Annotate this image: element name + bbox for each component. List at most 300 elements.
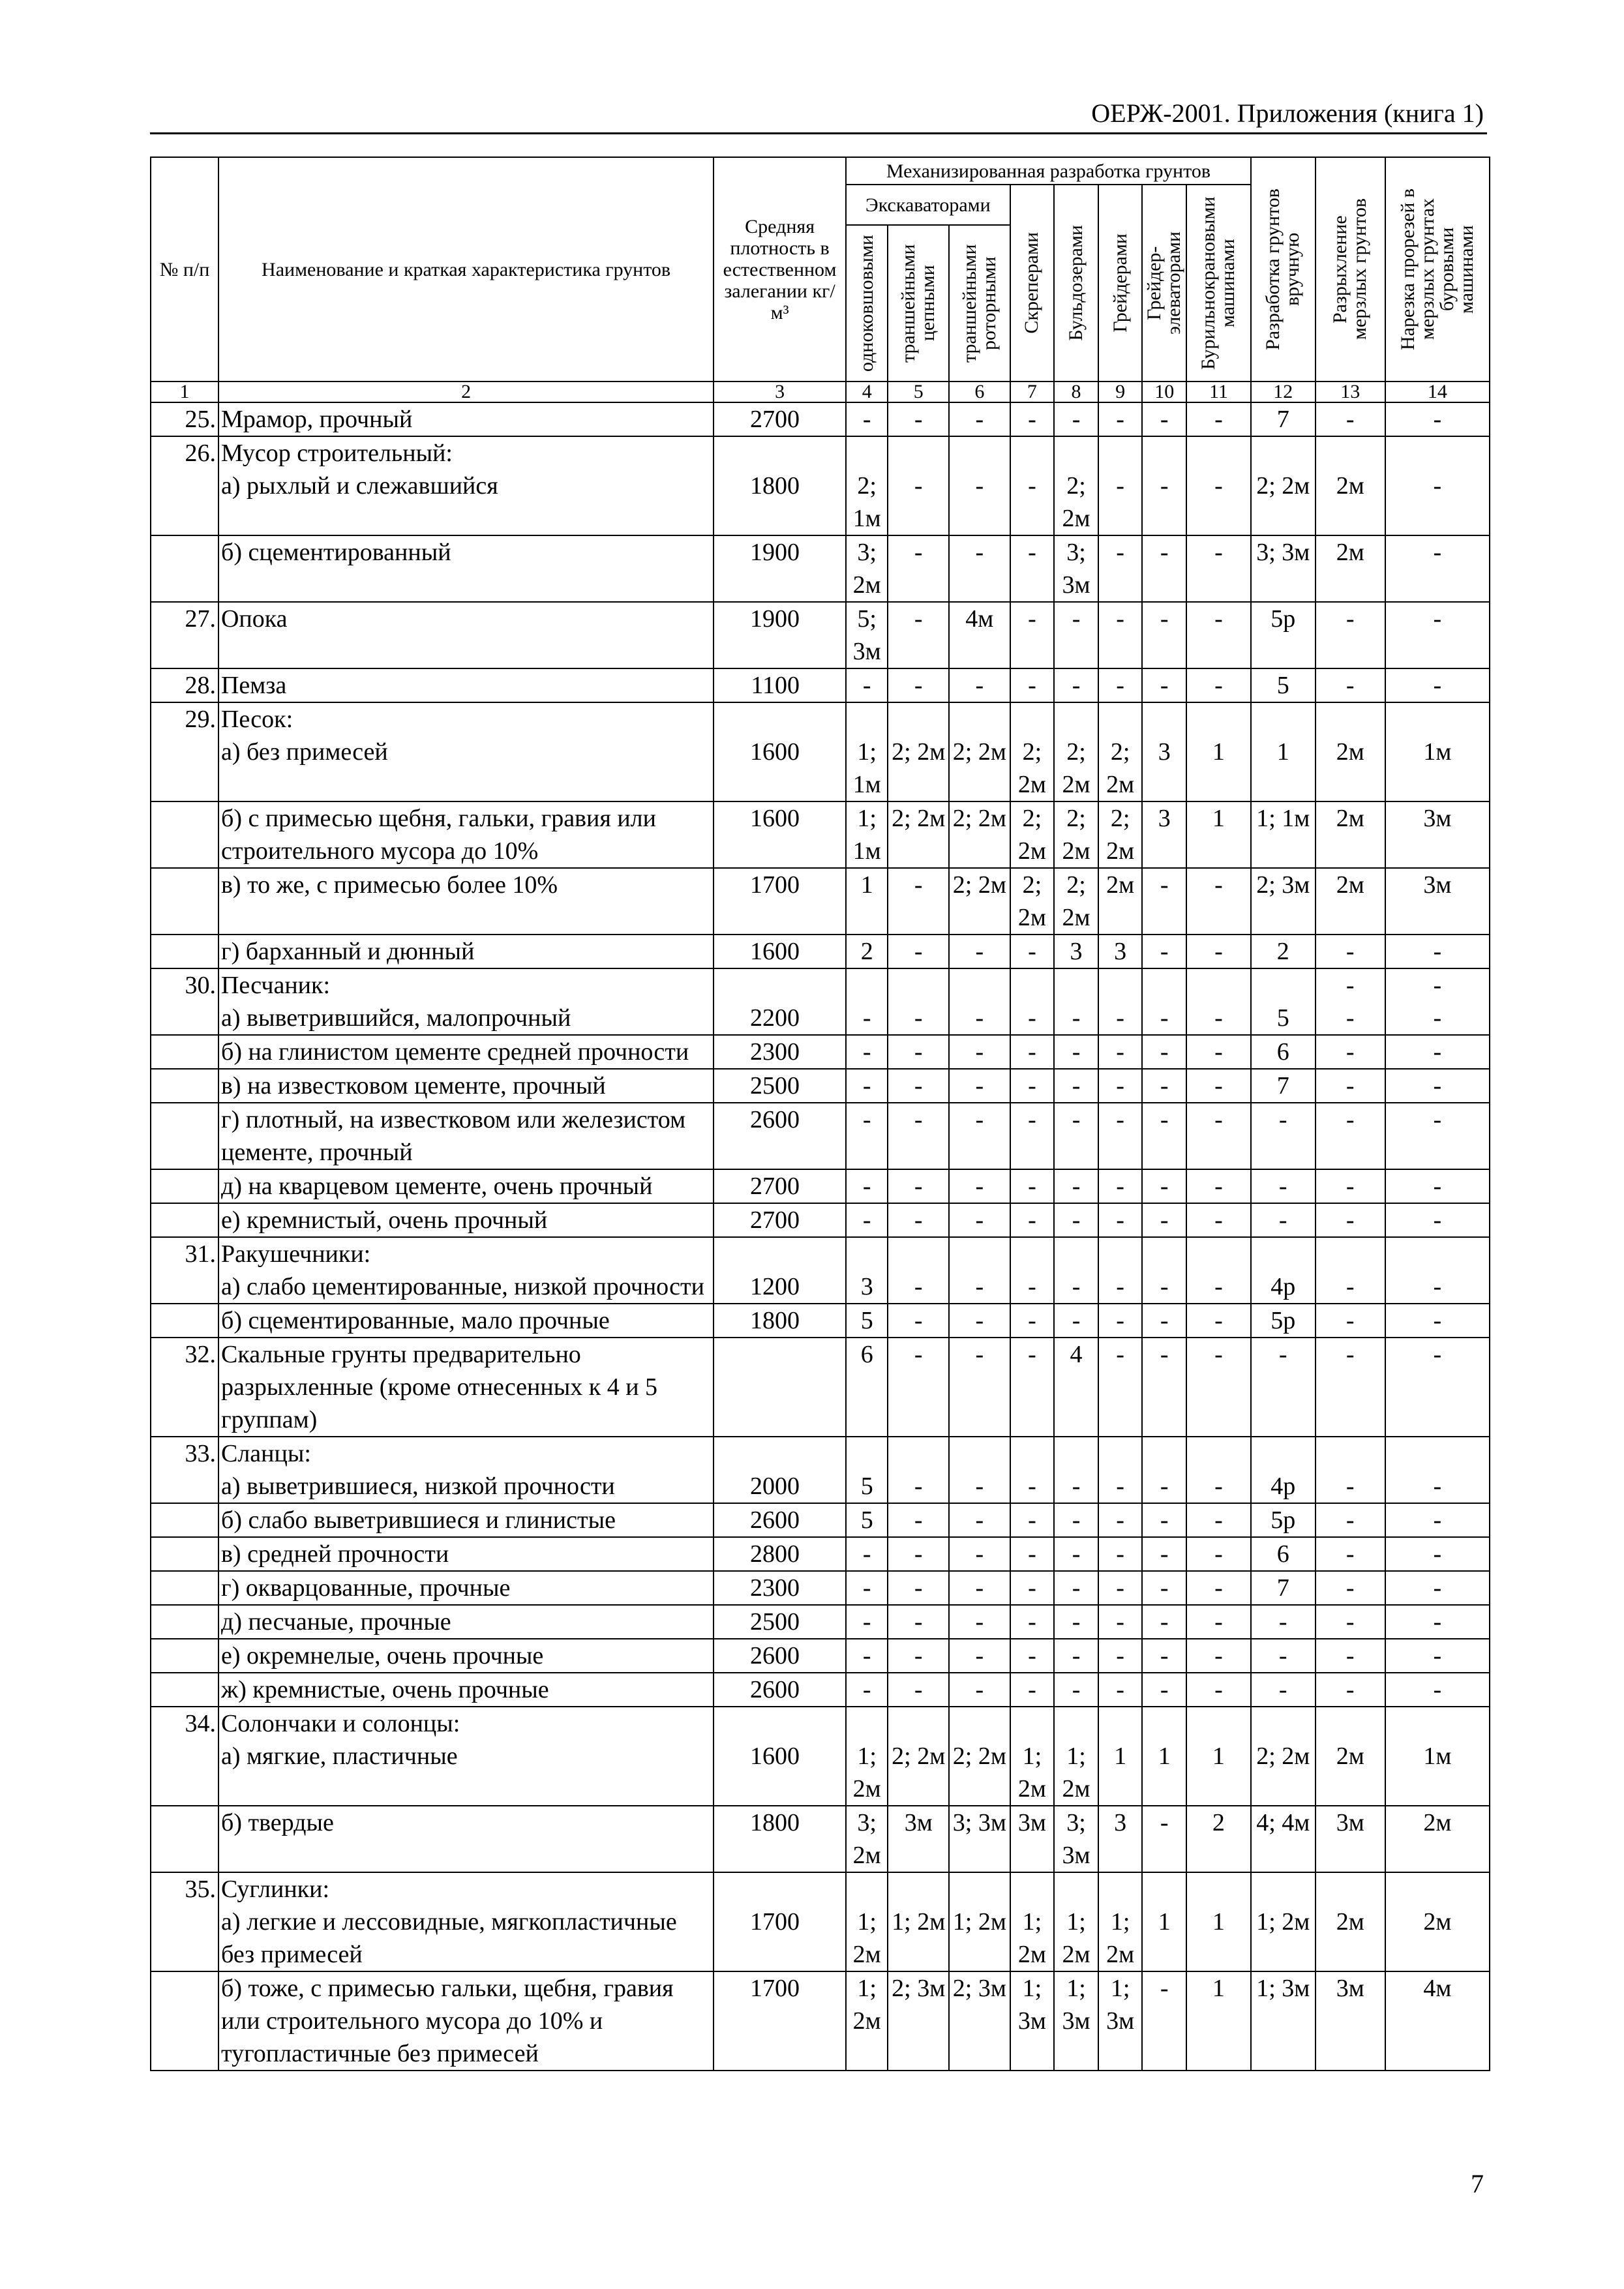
- group-value: -: [1186, 1304, 1251, 1338]
- header-rule: [150, 132, 1487, 134]
- group-value: -: [1316, 1605, 1385, 1639]
- group-value: [949, 702, 1010, 736]
- group-value: -: [846, 1035, 888, 1069]
- soil-name: б) сцементированный: [218, 535, 714, 602]
- soil-density: 1900: [714, 602, 846, 668]
- soil-name: г) окварцованные, прочные: [218, 1571, 714, 1605]
- group-value: -: [1385, 1203, 1490, 1237]
- group-value: -: [888, 1169, 949, 1203]
- group-value: -: [888, 535, 949, 602]
- group-value: -: [1010, 935, 1055, 968]
- group-value: [949, 1237, 1010, 1270]
- group-value: [949, 968, 1010, 1002]
- soil-name: г) барханный и дюнный: [218, 935, 714, 968]
- table-row: [151, 801, 1490, 868]
- group-value: -: [888, 1002, 949, 1035]
- group-value: -: [1010, 1203, 1055, 1237]
- group-value: [846, 968, 888, 1002]
- row-number: [151, 736, 218, 801]
- soil-name: г) плотный, на известковом или железистом цементе, прочный: [218, 1103, 714, 1169]
- soil-density: 1700: [714, 1971, 846, 2071]
- head-col-9: Грейдерами: [1098, 185, 1143, 382]
- group-value: -: [949, 935, 1010, 968]
- table-row: [151, 1906, 1490, 1971]
- soil-density: [714, 702, 846, 736]
- group-value: -: [1054, 1304, 1098, 1338]
- soil-density: 1800: [714, 1806, 846, 1872]
- group-value: [1010, 436, 1055, 470]
- row-number: 27.: [151, 602, 218, 668]
- group-value: -: [1316, 1169, 1385, 1203]
- group-value: -: [1186, 1605, 1251, 1639]
- table-row: [151, 1103, 1490, 1169]
- group-value: 5: [1251, 668, 1316, 702]
- group-value: -: [949, 470, 1010, 535]
- group-value: 1м: [1385, 736, 1490, 801]
- row-number: [151, 1806, 218, 1872]
- group-value: -: [1054, 1035, 1098, 1069]
- group-value: -: [846, 1203, 888, 1237]
- soil-density: 1100: [714, 668, 846, 702]
- group-value: 2; 2м: [888, 1740, 949, 1806]
- group-value: -: [1010, 1571, 1055, 1605]
- group-value: 2; 2м: [1251, 470, 1316, 535]
- row-number: 35.: [151, 1872, 218, 1906]
- group-value: -: [1098, 668, 1143, 702]
- group-value: -: [1054, 1203, 1098, 1237]
- soil-name: б) твердые: [218, 1806, 714, 1872]
- group-value: 3м: [1010, 1806, 1055, 1872]
- group-value: -: [1385, 602, 1490, 668]
- soil-density: 2600: [714, 1103, 846, 1169]
- group-value: -: [1316, 1035, 1385, 1069]
- group-value: 3: [1098, 935, 1143, 968]
- column-number-row: [151, 382, 1490, 402]
- group-value: -: [1098, 1069, 1143, 1103]
- group-value: 1; 2м: [846, 1971, 888, 2071]
- head-col-12: Разработка грунтов вручную: [1251, 157, 1316, 382]
- table-row: [151, 1035, 1490, 1069]
- group-value: 5: [846, 1503, 888, 1537]
- group-value: -: [1385, 1605, 1490, 1639]
- soil-density: 2500: [714, 1069, 846, 1103]
- row-number: 34.: [151, 1707, 218, 1740]
- group-value: -: [1098, 1571, 1143, 1605]
- group-value: -: [846, 1169, 888, 1203]
- soil-name: Мусор строительный:: [218, 436, 714, 470]
- group-value: -: [1142, 1503, 1186, 1537]
- group-value: -: [1251, 1203, 1316, 1237]
- group-value: -: [949, 1002, 1010, 1035]
- group-value: [1251, 702, 1316, 736]
- group-value: -: [1186, 602, 1251, 668]
- group-value: 1: [1186, 1971, 1251, 2071]
- group-value: 2м: [1316, 535, 1385, 602]
- table-row: [151, 1270, 1490, 1304]
- group-value: -: [1142, 1304, 1186, 1338]
- group-value: -: [1316, 1537, 1385, 1571]
- head-col-5: траншейными цепными: [888, 225, 949, 382]
- row-number: 30.: [151, 968, 218, 1002]
- group-value: [1054, 1237, 1098, 1270]
- group-value: [1142, 1872, 1186, 1906]
- group-value: -: [1098, 602, 1143, 668]
- group-value: -: [1316, 1069, 1385, 1103]
- group-value: -: [1316, 968, 1385, 1002]
- group-value: -: [1186, 1639, 1251, 1673]
- soil-name: в) то же, с примесью более 10%: [218, 868, 714, 935]
- group-value: -: [1385, 935, 1490, 968]
- group-value: -: [1186, 1338, 1251, 1437]
- group-value: [888, 968, 949, 1002]
- group-value: -: [888, 1270, 949, 1304]
- soil-name: а) мягкие, пластичные: [218, 1740, 714, 1806]
- group-value: 3; 2м: [846, 535, 888, 602]
- group-value: 3: [1098, 1806, 1143, 1872]
- group-value: -: [1186, 1537, 1251, 1571]
- group-value: 1; 2м: [1251, 1906, 1316, 1971]
- col-number: 5: [888, 382, 949, 402]
- group-value: -: [949, 1203, 1010, 1237]
- group-value: [888, 702, 949, 736]
- group-value: 2: [1186, 1806, 1251, 1872]
- group-value: -: [1385, 1035, 1490, 1069]
- group-value: -: [1054, 1537, 1098, 1571]
- table-row: [151, 1437, 1490, 1470]
- group-value: [1142, 1237, 1186, 1270]
- group-value: -: [1142, 1537, 1186, 1571]
- group-value: 1: [1186, 1906, 1251, 1971]
- group-value: 3: [1054, 935, 1098, 968]
- group-value: -: [1054, 1605, 1098, 1639]
- soil-density: [714, 1237, 846, 1270]
- group-value: -: [1098, 1338, 1143, 1437]
- group-value: -: [949, 1605, 1010, 1639]
- group-value: -: [888, 1203, 949, 1237]
- group-value: -: [1385, 1571, 1490, 1605]
- group-value: -: [1054, 1002, 1098, 1035]
- group-value: 3м: [1316, 1806, 1385, 1872]
- soil-density: 2300: [714, 1571, 846, 1605]
- row-number: [151, 801, 218, 868]
- group-value: [1316, 702, 1385, 736]
- group-value: -: [1385, 1673, 1490, 1707]
- table-row: [151, 1673, 1490, 1707]
- group-value: -: [888, 1304, 949, 1338]
- row-number: [151, 1169, 218, 1203]
- group-value: 1; 1м: [846, 736, 888, 801]
- group-value: [949, 1707, 1010, 1740]
- group-value: 2; 1м: [846, 470, 888, 535]
- group-value: -: [1010, 1270, 1055, 1304]
- group-value: -: [1010, 1338, 1055, 1437]
- group-value: 1: [846, 868, 888, 935]
- group-value: -: [1054, 1169, 1098, 1203]
- group-value: -: [1010, 1035, 1055, 1069]
- group-value: -: [1010, 1304, 1055, 1338]
- group-value: 1; 2м: [949, 1906, 1010, 1971]
- group-value: [1251, 1872, 1316, 1906]
- group-value: 1: [1186, 736, 1251, 801]
- group-value: -: [1054, 602, 1098, 668]
- row-number: [151, 868, 218, 935]
- group-value: -: [1385, 1002, 1490, 1035]
- col-number: 8: [1054, 382, 1098, 402]
- group-value: -: [888, 1571, 949, 1605]
- group-value: [1010, 1872, 1055, 1906]
- group-value: -: [1186, 1002, 1251, 1035]
- group-value: -: [1186, 1470, 1251, 1503]
- group-value: [1316, 1707, 1385, 1740]
- group-value: -: [1142, 668, 1186, 702]
- group-value: -: [1316, 1470, 1385, 1503]
- group-value: -: [888, 1470, 949, 1503]
- group-value: -: [1186, 1103, 1251, 1169]
- group-value: -: [846, 1571, 888, 1605]
- soil-name: Пемза: [218, 668, 714, 702]
- group-value: -: [1385, 1270, 1490, 1304]
- head-mech-group: Механизированная разработка грунтов: [846, 157, 1251, 185]
- group-value: -: [949, 1304, 1010, 1338]
- group-value: [1385, 1707, 1490, 1740]
- head-col-11: Бурильнокрановыми машинами: [1186, 185, 1251, 382]
- group-value: -: [1142, 1169, 1186, 1203]
- group-value: 3м: [1385, 801, 1490, 868]
- table-row: [151, 1169, 1490, 1203]
- table-row: [151, 1503, 1490, 1537]
- group-value: -: [1186, 868, 1251, 935]
- soil-name: б) слабо выветрившиеся и глинистые: [218, 1503, 714, 1537]
- group-value: -: [1142, 868, 1186, 935]
- col-number: 3: [714, 382, 846, 402]
- group-value: -: [1142, 1069, 1186, 1103]
- group-value: -: [1142, 935, 1186, 968]
- table-row: [151, 470, 1490, 535]
- soil-name: б) на глинистом цементе средней прочности: [218, 1035, 714, 1069]
- group-value: -: [1186, 1169, 1251, 1203]
- soil-name: Песчаник:: [218, 968, 714, 1002]
- group-value: 7: [1251, 1571, 1316, 1605]
- group-value: -: [846, 1673, 888, 1707]
- col-number: 9: [1098, 382, 1143, 402]
- group-value: 2; 2м: [1010, 868, 1055, 935]
- group-value: -: [949, 1537, 1010, 1571]
- group-value: -: [1098, 1002, 1143, 1035]
- group-value: 7: [1251, 1069, 1316, 1103]
- soil-density: 2700: [714, 402, 846, 436]
- group-value: -: [1010, 668, 1055, 702]
- group-value: -: [1010, 1069, 1055, 1103]
- group-value: -: [1385, 1338, 1490, 1437]
- group-value: [1251, 436, 1316, 470]
- soil-name: в) средней прочности: [218, 1537, 714, 1571]
- group-value: [1316, 1437, 1385, 1470]
- soil-density: 1800: [714, 1304, 846, 1338]
- group-value: -: [1098, 1270, 1143, 1304]
- group-value: 2; 2м: [888, 801, 949, 868]
- group-value: -: [1098, 1537, 1143, 1571]
- group-value: 3; 2м: [846, 1806, 888, 1872]
- group-value: -: [1010, 1470, 1055, 1503]
- group-value: [949, 1437, 1010, 1470]
- group-value: 5: [1251, 1002, 1316, 1035]
- group-value: [1098, 1237, 1143, 1270]
- row-number: [151, 1069, 218, 1103]
- group-value: -: [1054, 1503, 1098, 1537]
- group-value: [1186, 1707, 1251, 1740]
- group-value: 2м: [1316, 736, 1385, 801]
- group-value: -: [949, 1571, 1010, 1605]
- soil-name: Опока: [218, 602, 714, 668]
- group-value: -: [1385, 668, 1490, 702]
- table-row: [151, 702, 1490, 736]
- group-value: 1; 3м: [1098, 1971, 1143, 2071]
- row-number: [151, 470, 218, 535]
- group-value: -: [888, 1103, 949, 1169]
- group-value: -: [1385, 1537, 1490, 1571]
- group-value: 2: [1251, 935, 1316, 968]
- group-value: [1186, 702, 1251, 736]
- group-value: 1; 2м: [1010, 1906, 1055, 1971]
- group-value: -: [1385, 402, 1490, 436]
- group-value: -: [1142, 1806, 1186, 1872]
- group-value: -: [1142, 1002, 1186, 1035]
- group-value: -: [1251, 1338, 1316, 1437]
- row-number: [151, 1673, 218, 1707]
- group-value: -: [1054, 1571, 1098, 1605]
- group-value: -: [1098, 1639, 1143, 1673]
- head-name: Наименование и краткая характеристика грунтов: [218, 157, 714, 382]
- group-value: [1385, 436, 1490, 470]
- group-value: -: [1142, 1673, 1186, 1707]
- group-value: [1098, 1707, 1143, 1740]
- group-value: -: [1385, 1169, 1490, 1203]
- group-value: -: [888, 935, 949, 968]
- soil-density: 2700: [714, 1203, 846, 1237]
- group-value: -: [949, 1270, 1010, 1304]
- table-row: [151, 668, 1490, 702]
- soil-name: б) тоже, с примесью гальки, щебня, гравия или строительного мусора до 10% и тугопластичные без примесей: [218, 1971, 714, 2071]
- group-value: [1142, 436, 1186, 470]
- group-value: [846, 436, 888, 470]
- group-value: -: [1142, 470, 1186, 535]
- group-value: -: [888, 1605, 949, 1639]
- table-row: [151, 935, 1490, 968]
- group-value: -: [1186, 535, 1251, 602]
- group-value: -: [949, 1069, 1010, 1103]
- head-col-6: траншейными роторными: [949, 225, 1010, 382]
- soil-name: Сланцы:: [218, 1437, 714, 1470]
- group-value: -: [846, 1103, 888, 1169]
- soil-density: 2200: [714, 1002, 846, 1035]
- group-value: -: [1010, 1673, 1055, 1707]
- group-value: [1010, 1437, 1055, 1470]
- head-col-13: Разрыхление мерзлых грунтов: [1316, 157, 1385, 382]
- soil-density: 2600: [714, 1673, 846, 1707]
- group-value: 3; 3м: [1251, 535, 1316, 602]
- group-value: -: [1054, 1673, 1098, 1707]
- row-number: [151, 1270, 218, 1304]
- group-value: -: [846, 402, 888, 436]
- head-col-10: Грейдер-элеваторами: [1142, 185, 1186, 382]
- group-value: -: [949, 535, 1010, 602]
- group-value: [1010, 968, 1055, 1002]
- table-row: [151, 1971, 1490, 2071]
- group-value: 6: [846, 1338, 888, 1437]
- group-value: 4: [1054, 1338, 1098, 1437]
- group-value: 2; 3м: [949, 1971, 1010, 2071]
- group-value: -: [846, 1639, 888, 1673]
- soil-name: Солончаки и солонцы:: [218, 1707, 714, 1740]
- row-number: [151, 1639, 218, 1673]
- group-value: -: [1054, 1270, 1098, 1304]
- group-value: [1098, 1437, 1143, 1470]
- group-value: -: [949, 1673, 1010, 1707]
- group-value: 4; 4м: [1251, 1806, 1316, 1872]
- group-value: -: [949, 1035, 1010, 1069]
- group-value: 1; 2м: [1010, 1740, 1055, 1806]
- group-value: 2; 2м: [949, 736, 1010, 801]
- group-value: [888, 436, 949, 470]
- soil-density: 1600: [714, 736, 846, 801]
- table-row: [151, 1639, 1490, 1673]
- table-row: [151, 402, 1490, 436]
- group-value: 1; 2м: [846, 1740, 888, 1806]
- group-value: -: [1316, 1304, 1385, 1338]
- table-row: [151, 1806, 1490, 1872]
- soil-name: ж) кремнистые, очень прочные: [218, 1673, 714, 1707]
- soil-density: 2800: [714, 1537, 846, 1571]
- soil-name: а) легкие и лессовидные, мягкопластичные без примесей: [218, 1906, 714, 1971]
- group-value: -: [1098, 1673, 1143, 1707]
- soil-density: 1600: [714, 1740, 846, 1806]
- group-value: [1385, 702, 1490, 736]
- group-value: 1; 2м: [1054, 1906, 1098, 1971]
- head-col-8: Бульдозерами: [1054, 185, 1098, 382]
- group-value: -: [1098, 1203, 1143, 1237]
- group-value: [1054, 702, 1098, 736]
- group-value: -: [1142, 1639, 1186, 1673]
- group-value: 4м: [1385, 1971, 1490, 2071]
- group-value: -: [1251, 1605, 1316, 1639]
- group-value: 3: [1142, 736, 1186, 801]
- group-value: 5р: [1251, 602, 1316, 668]
- soil-density: 1200: [714, 1270, 846, 1304]
- table-row: [151, 535, 1490, 602]
- group-value: -: [949, 668, 1010, 702]
- group-value: -: [1098, 402, 1143, 436]
- group-value: [1385, 1872, 1490, 1906]
- group-value: [1098, 702, 1143, 736]
- group-value: 1; 2м: [1098, 1906, 1143, 1971]
- table-row: [151, 1470, 1490, 1503]
- head-col-14: Нарезка прорезей в мерзлых грунтах буровыми машинами: [1385, 157, 1490, 382]
- table-row: [151, 736, 1490, 801]
- table-body: [151, 402, 1490, 2071]
- group-value: -: [1385, 1503, 1490, 1537]
- group-value: 2; 2м: [1010, 801, 1055, 868]
- group-value: -: [1142, 1605, 1186, 1639]
- group-value: 2; 2м: [949, 868, 1010, 935]
- group-value: 6: [1251, 1537, 1316, 1571]
- soil-name: Ракушечники:: [218, 1237, 714, 1270]
- group-value: -: [1142, 1571, 1186, 1605]
- group-value: [1054, 436, 1098, 470]
- group-value: -: [1316, 1673, 1385, 1707]
- group-value: -: [888, 1069, 949, 1103]
- group-value: 2м: [1316, 1906, 1385, 1971]
- group-value: 5р: [1251, 1503, 1316, 1537]
